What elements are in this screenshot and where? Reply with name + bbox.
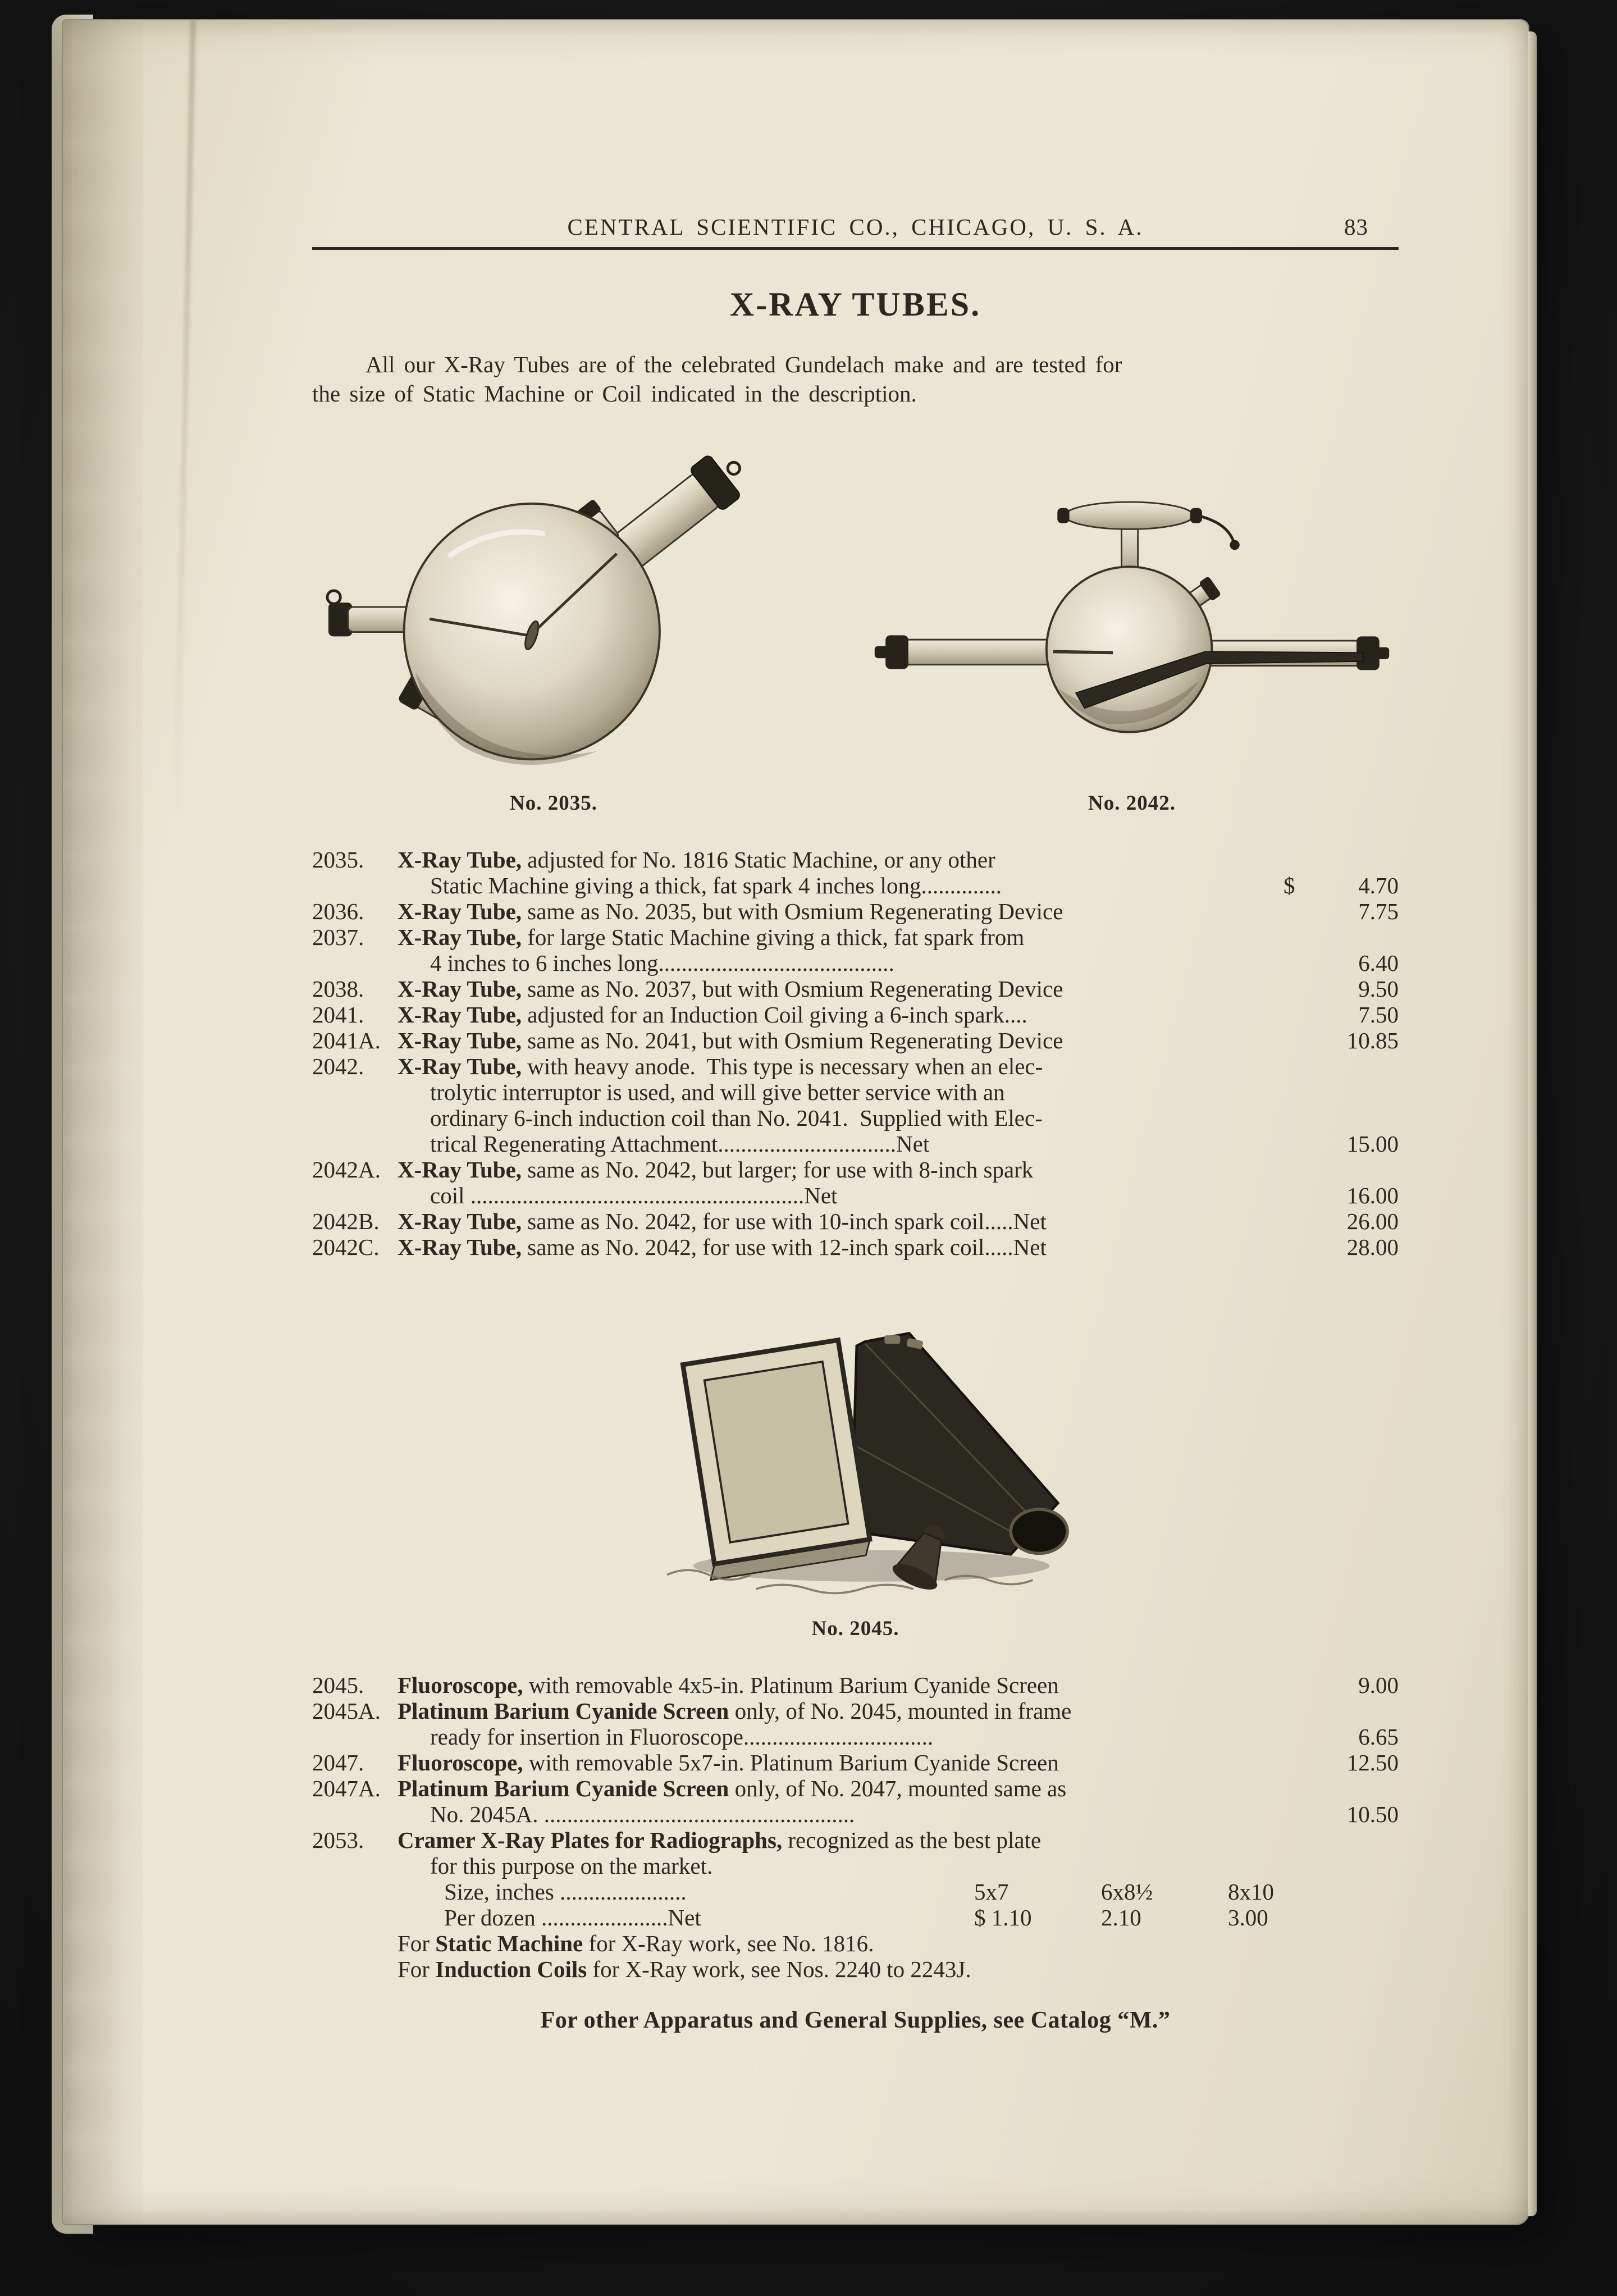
catalog-item-row	[312, 847, 1399, 873]
plate-size-table	[312, 1879, 1399, 1930]
note-static-machine: For Static Machine for X-Ray work, see No. 1816.	[398, 1930, 874, 1956]
figure-2045-caption: No. 2045.	[811, 1617, 899, 1640]
item-number: 2035.	[312, 847, 364, 873]
catalog-item-continuation: No. 2045A. ...................................................... 10.50	[430, 1801, 1399, 1827]
catalog-item-row: 2047A. Platinum Barium Cyanide Screen only, of No. 2047, mounted same as	[312, 1775, 1067, 1801]
catalog-item-continuation: trolytic interruptor is used, and will give better service with an	[430, 1079, 1005, 1105]
tube-figures-row	[312, 433, 1399, 815]
table-cell: 3.00	[1228, 1905, 1268, 1930]
catalog-item-continuation: coil ..........................................................Net 16.00	[430, 1183, 1399, 1208]
publisher-name: CENTRAL SCIENTIFIC CO., CHICAGO, U. S. A.	[567, 214, 1144, 240]
catalog-item-continuation: ready for insertion in Fluoroscope................................. 6.65	[430, 1724, 1399, 1750]
catalog-item-row: 2041. X-Ray Tube, adjusted for an Induction Coil giving a 6-inch spark.... 7.50	[312, 1002, 1399, 1028]
figure-2035-caption: No. 2035.	[510, 792, 597, 815]
price-list-fluoroscopes	[312, 1672, 1399, 1879]
item-description	[398, 847, 1283, 873]
figure-2035	[312, 433, 795, 815]
header-rule	[312, 247, 1399, 250]
catalog-item-row: 2042. X-Ray Tube, with heavy anode. This type is necessary when an elec-	[312, 1053, 1043, 1079]
table-row	[312, 1905, 1399, 1930]
figure-2042-caption: No. 2042.	[1088, 792, 1176, 815]
catalog-item-continuation: ordinary 6-inch induction coil than No. 2041. Supplied with Elec-	[430, 1105, 1043, 1131]
xray-tube-2035-illustration	[312, 433, 795, 781]
table-row	[312, 1879, 1399, 1905]
table-cell: 8x10	[1228, 1879, 1274, 1905]
price-list-tubes	[312, 847, 1399, 1260]
catalog-page	[63, 20, 1528, 2224]
catalog-item-row: 2038. X-Ray Tube, same as No. 2037, but with Osmium Regenerating Device 9.50	[312, 976, 1399, 1002]
catalog-item-continuation: for this purpose on the market.	[430, 1853, 713, 1879]
section-title: X-RAY TUBES.	[729, 286, 981, 323]
catalog-item-continuation: trical Regenerating Attachment...............................Net 15.00	[430, 1131, 1399, 1157]
catalog-item-row: 2036. X-Ray Tube, same as No. 2035, but with Osmium Regenerating Device 7.75	[312, 898, 1399, 924]
page-header	[312, 213, 1399, 240]
catalog-item-row: 2042C. X-Ray Tube, same as No. 2042, for use with 12-inch spark coil.....Net 28.00	[312, 1234, 1399, 1260]
catalog-item-row: 2047. Fluoroscope, with removable 5x7-in. Platinum Barium Cyanide Screen 12.50	[312, 1750, 1399, 1775]
intro-line-2: the size of Static Machine or Coil indicated in the description.	[312, 381, 917, 407]
intro-paragraph	[312, 350, 1399, 408]
intro-line-1: All our X-Ray Tubes are of the celebrated Gundelach make and are tested for	[366, 352, 1122, 377]
note-induction-coils: For Induction Coils for X-Ray work, see Nos. 2240 to 2243J.	[398, 1956, 971, 1982]
catalog-item-row: 2042A. X-Ray Tube, same as No. 2042, but larger; for use with 8-inch spark	[312, 1157, 1034, 1183]
currency-sign: $	[1283, 873, 1295, 898]
catalog-item-row: 2042B. X-Ray Tube, same as No. 2042, for use with 10-inch spark coil.....Net 26.00	[312, 1208, 1399, 1234]
fluoroscope-2045-illustration	[603, 1289, 1108, 1604]
table-cell: 2.10	[1101, 1905, 1141, 1930]
item-text: adjusted for No. 1816 Static Machine, or any other	[522, 847, 995, 873]
catalog-item-continuation: Static Machine giving a thick, fat spark 4 inches long.............. $ 4.70	[430, 873, 1399, 898]
figure-2042	[865, 433, 1399, 815]
figure-2045	[312, 1289, 1399, 1641]
catalog-item-row: 2045. Fluoroscope, with removable 4x5-in. Platinum Barium Cyanide Screen 9.00	[312, 1672, 1399, 1698]
item-lead: X-Ray Tube,	[398, 847, 522, 873]
catalog-footer-note: For other Apparatus and General Supplies, see Catalog “M.”	[540, 2007, 1171, 2033]
table-cell: $ 1.10	[974, 1905, 1032, 1930]
cross-reference-notes	[312, 1930, 1399, 1982]
catalog-item-row: 2041A. X-Ray Tube, same as No. 2041, but with Osmium Regenerating Device 10.85	[312, 1028, 1399, 1053]
page-content	[312, 20, 1399, 2034]
catalog-item-row: 2037. X-Ray Tube, for large Static Machine giving a thick, fat spark from	[312, 924, 1025, 950]
xray-tube-2042-illustration	[865, 433, 1399, 781]
catalog-item-continuation: 4 inches to 6 inches long......................................... 6.40	[430, 950, 1399, 976]
table-row-label: Size, inches ......................	[444, 1879, 687, 1905]
table-row-label: Per dozen ......................Net	[444, 1905, 701, 1930]
catalog-item-row: 2053. Cramer X-Ray Plates for Radiographs, recognized as the best plate	[312, 1827, 1042, 1853]
catalog-item-row: 2045A. Platinum Barium Cyanide Screen only, of No. 2045, mounted in frame	[312, 1698, 1072, 1724]
table-cell: 6x8½	[1101, 1879, 1153, 1905]
item-price	[1283, 847, 1399, 873]
table-cell: 5x7	[974, 1879, 1009, 1905]
page-crease	[173, 20, 196, 818]
page-number: 83	[1344, 214, 1368, 240]
